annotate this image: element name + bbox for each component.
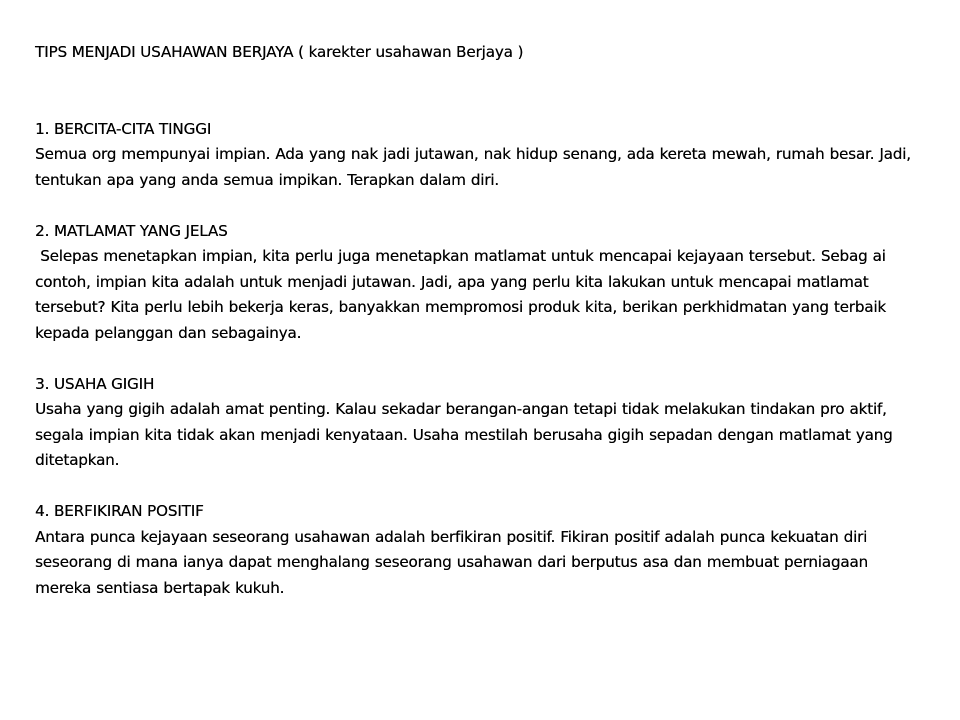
title-spacer xyxy=(35,66,925,117)
section-bercita-cita-tinggi xyxy=(35,117,925,194)
section-body: Selepas menetapkan impian, kita perlu juga menetapkan matlamat untuk mencapai kejayaan tersebut. Sebag ai contoh, impian kita adalah untuk menjadi jutawan. Jadi, apa yang perlu kita lakukan untuk mencapai matlamat tersebut? Kita perlu lebih bekerja keras, banyakkan mempromosi produk kita, berikan perkhidmatan yang terbaik kepada pelanggan dan sebagainya. xyxy=(35,247,892,342)
section-body: Antara punca kejayaan seseorang usahawan adalah berfikiran positif. Fikiran positif adalah punca kekuatan diri seseorang di mana ianya dapat menghalang seseorang usahawan dari berputus asa dan membuat perniagaan mereka sentiasa bertapak kukuh. xyxy=(35,527,868,597)
section-body: Semua org mempunyai impian. Ada yang nak jadi jutawan, nak hidup senang, ada kereta mewah, rumah besar. Jadi, tentukan apa yang anda semua impikan. Terapkan dalam diri. xyxy=(35,145,911,189)
section-usaha-gigih xyxy=(35,372,925,474)
section-heading: 3. USAHA GIGIH xyxy=(35,374,155,393)
section-heading: 1. BERCITA-CITA TINGGI xyxy=(35,119,212,138)
section-body: Usaha yang gigih adalah amat penting. Kalau sekadar berangan-angan tetapi tidak melakukan tindakan pro aktif, segala impian kita tidak akan menjadi kenyataan. Usaha mestilah berusaha gigih sepadan dengan matlamat yang ditetapkan. xyxy=(35,400,893,469)
document-title: TIPS MENJADI USAHAWAN BERJAYA ( karekter usahawan Berjaya ) xyxy=(35,43,524,61)
document-page xyxy=(35,40,925,627)
section-heading: 4. BERFIKIRAN POSITIF xyxy=(35,502,204,520)
section-heading: 2. MATLAMAT YANG JELAS xyxy=(35,221,228,240)
section-matlamat-yang-jelas xyxy=(35,219,925,347)
section-berfikiran-positif xyxy=(35,499,925,601)
